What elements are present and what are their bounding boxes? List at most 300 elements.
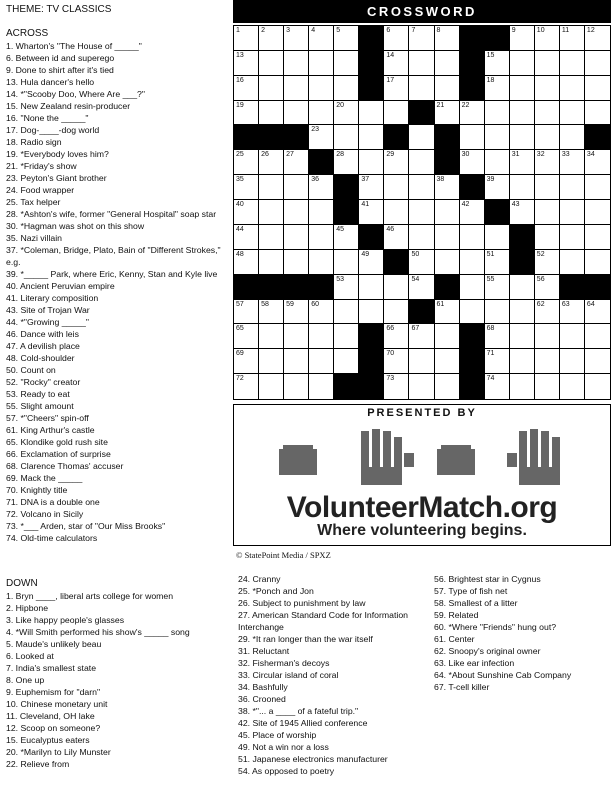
- grid-cell[interactable]: [560, 250, 585, 275]
- grid-cell[interactable]: [234, 200, 259, 225]
- grid-cell[interactable]: [485, 150, 510, 175]
- grid-cell[interactable]: [460, 200, 485, 225]
- grid-cell[interactable]: [334, 324, 359, 349]
- grid-block: [485, 200, 510, 225]
- grid-cell[interactable]: [309, 300, 334, 325]
- grid-cell[interactable]: [560, 300, 585, 325]
- cell-number: 43: [511, 201, 520, 209]
- grid-cell[interactable]: [259, 250, 284, 275]
- grid-cell[interactable]: [435, 101, 460, 126]
- grid-cell[interactable]: [585, 300, 610, 325]
- cell-number: 35: [236, 176, 244, 184]
- grid-cell[interactable]: [284, 324, 309, 349]
- grid-cell[interactable]: [384, 324, 409, 349]
- grid-cell[interactable]: [384, 300, 409, 325]
- grid-cell[interactable]: [409, 125, 434, 150]
- grid-cell[interactable]: [510, 76, 535, 101]
- grid-cell[interactable]: [259, 200, 284, 225]
- grid-cell[interactable]: [535, 175, 560, 200]
- cell-number: 54: [411, 275, 420, 283]
- clue-item: 52. "Rocky" creator: [6, 377, 81, 387]
- clue-item: 4. *Will Smith performed his show's _____ song: [6, 627, 190, 637]
- grid-cell[interactable]: [259, 225, 284, 250]
- cell-number: 3: [286, 27, 291, 34]
- clue-item: 44. *"Growing _____": [6, 317, 89, 327]
- grid-cell[interactable]: [284, 374, 309, 399]
- grid-cell[interactable]: [259, 51, 284, 76]
- cell-number: 7: [411, 27, 416, 34]
- cell-number: 65: [236, 325, 244, 333]
- grid-cell[interactable]: [585, 150, 610, 175]
- grid-cell[interactable]: [560, 200, 585, 225]
- grid-cell[interactable]: [384, 374, 409, 399]
- grid-cell[interactable]: [510, 275, 535, 300]
- grid-cell[interactable]: [334, 225, 359, 250]
- grid-block: [384, 250, 409, 275]
- grid-cell[interactable]: [384, 175, 409, 200]
- cell-number: 60: [311, 300, 319, 308]
- cell-number: 31: [511, 151, 520, 159]
- grid-cell[interactable]: [359, 300, 384, 325]
- cell-number: 32: [536, 151, 545, 159]
- grid-cell[interactable]: [435, 374, 460, 399]
- grid-cell[interactable]: [510, 175, 535, 200]
- grid-cell[interactable]: [384, 51, 409, 76]
- across-clues: [6, 40, 228, 544]
- grid-cell[interactable]: [334, 150, 359, 175]
- crossword-title: CROSSWORD: [233, 0, 611, 23]
- cell-number: 44: [236, 225, 244, 233]
- clue-item: 66. Exclamation of surprise: [6, 449, 111, 459]
- grid-cell[interactable]: [309, 26, 334, 51]
- cell-number: 53: [336, 275, 345, 283]
- cell-number: 11: [561, 27, 570, 34]
- grid-cell[interactable]: [510, 349, 535, 374]
- grid-cell[interactable]: [234, 26, 259, 51]
- grid-cell[interactable]: [460, 225, 485, 250]
- grid-cell[interactable]: [460, 101, 485, 126]
- grid-cell[interactable]: [535, 225, 560, 250]
- grid-block: [460, 349, 485, 374]
- clue-item: 73. *___ Arden, star of "Our Miss Brooks": [6, 521, 166, 531]
- grid-cell[interactable]: [284, 26, 309, 51]
- grid-block: [560, 275, 585, 300]
- cell-number: 57: [236, 300, 244, 308]
- grid-block: [485, 26, 510, 51]
- cell-number: 34: [586, 151, 595, 159]
- clue-item: 55. Slight amount: [6, 401, 74, 411]
- grid-cell[interactable]: [334, 101, 359, 126]
- grid-cell[interactable]: [510, 26, 535, 51]
- grid-cell[interactable]: [384, 275, 409, 300]
- grid-cell[interactable]: [309, 324, 334, 349]
- grid-cell[interactable]: [234, 51, 259, 76]
- grid-cell[interactable]: [309, 225, 334, 250]
- cell-number: 22: [461, 101, 470, 109]
- grid-block: [334, 374, 359, 399]
- cell-number: 8: [436, 27, 441, 34]
- grid-cell[interactable]: [359, 101, 384, 126]
- grid-cell[interactable]: [535, 51, 560, 76]
- cell-number: 40: [236, 201, 244, 209]
- grid-cell[interactable]: [435, 349, 460, 374]
- grid-cell[interactable]: [560, 101, 585, 126]
- clue-item: 6. Between id and superego: [6, 53, 115, 63]
- grid-cell[interactable]: [259, 324, 284, 349]
- clue-item: 29. *It ran longer than the war itself: [238, 634, 373, 644]
- grid-block: [234, 125, 259, 150]
- grid-block: [510, 225, 535, 250]
- grid-cell[interactable]: [460, 275, 485, 300]
- cell-number: 12: [586, 27, 595, 34]
- grid-cell[interactable]: [535, 26, 560, 51]
- grid-cell[interactable]: [409, 51, 434, 76]
- grid-cell[interactable]: [535, 300, 560, 325]
- grid-cell[interactable]: [409, 150, 434, 175]
- grid-cell[interactable]: [535, 324, 560, 349]
- grid-cell[interactable]: [560, 349, 585, 374]
- grid-cell[interactable]: [309, 175, 334, 200]
- cell-number: 62: [536, 300, 545, 308]
- grid-cell[interactable]: [259, 76, 284, 101]
- grid-cell[interactable]: [585, 76, 610, 101]
- clue-item: 62. Snoopy's original owner: [434, 646, 541, 656]
- cell-number: 66: [386, 325, 395, 333]
- grid-cell[interactable]: [460, 150, 485, 175]
- grid-cell[interactable]: [334, 250, 359, 275]
- grid-cell[interactable]: [485, 175, 510, 200]
- grid-cell[interactable]: [359, 175, 384, 200]
- grid-cell[interactable]: [334, 275, 359, 300]
- grid-cell[interactable]: [535, 76, 560, 101]
- grid-cell[interactable]: [535, 349, 560, 374]
- grid-cell[interactable]: [435, 225, 460, 250]
- grid-cell[interactable]: [485, 225, 510, 250]
- clue-item: 10. Chinese monetary unit: [6, 699, 108, 709]
- clue-item: 48. Cold-shoulder: [6, 353, 75, 363]
- clue-item: 14. *"Scooby Doo, Where Are ___?": [6, 89, 145, 99]
- grid-cell[interactable]: [510, 51, 535, 76]
- grid-cell[interactable]: [284, 76, 309, 101]
- grid-cell[interactable]: [309, 101, 334, 126]
- grid-cell[interactable]: [560, 125, 585, 150]
- grid-cell[interactable]: [435, 175, 460, 200]
- grid-cell[interactable]: [510, 150, 535, 175]
- clue-item: 5. Maude's unlikely beau: [6, 639, 102, 649]
- grid-cell[interactable]: [284, 300, 309, 325]
- grid-cell[interactable]: [309, 51, 334, 76]
- grid-cell[interactable]: [510, 200, 535, 225]
- cell-number: 27: [286, 151, 294, 159]
- grid-cell[interactable]: [234, 349, 259, 374]
- grid-cell[interactable]: [409, 349, 434, 374]
- grid-cell[interactable]: [259, 26, 284, 51]
- grid-cell[interactable]: [284, 250, 309, 275]
- grid-cell[interactable]: [560, 225, 585, 250]
- grid-cell[interactable]: [535, 125, 560, 150]
- grid-cell[interactable]: [234, 300, 259, 325]
- grid-cell[interactable]: [334, 300, 359, 325]
- grid-cell[interactable]: [259, 349, 284, 374]
- grid-cell[interactable]: [309, 76, 334, 101]
- grid-cell[interactable]: [334, 76, 359, 101]
- grid-cell[interactable]: [284, 101, 309, 126]
- grid-cell[interactable]: [560, 175, 585, 200]
- cell-number: 13: [236, 51, 244, 59]
- clue-item: 54. As opposed to poetry: [238, 766, 335, 776]
- clue-item: 39. *_____ Park, where Eric, Kenny, Stan and Kyle live: [6, 269, 218, 279]
- grid-cell[interactable]: [560, 324, 585, 349]
- grid-block: [234, 275, 259, 300]
- clue-item: 59. Related: [434, 610, 479, 620]
- across-heading: ACROSS: [6, 28, 49, 39]
- grid-cell[interactable]: [409, 26, 434, 51]
- grid-cell[interactable]: [510, 300, 535, 325]
- grid-cell[interactable]: [535, 250, 560, 275]
- clue-item: 22. Relieve from: [6, 759, 70, 769]
- grid-cell[interactable]: [234, 150, 259, 175]
- cell-number: 59: [286, 300, 294, 308]
- cell-number: 17: [386, 76, 395, 84]
- clue-item: 56. Brightest star in Cygnus: [434, 574, 541, 584]
- clue-item: 13. Hula dancer's hello: [6, 77, 95, 87]
- grid-cell[interactable]: [334, 51, 359, 76]
- clue-item: 1. Wharton's "The House of _____": [6, 41, 142, 51]
- grid-cell[interactable]: [334, 349, 359, 374]
- cell-number: 38: [436, 176, 445, 184]
- grid-cell[interactable]: [234, 76, 259, 101]
- grid-block: [359, 76, 384, 101]
- grid-cell[interactable]: [535, 200, 560, 225]
- grid-cell[interactable]: [510, 324, 535, 349]
- grid-cell[interactable]: [510, 125, 535, 150]
- grid-cell[interactable]: [535, 101, 560, 126]
- grid-cell[interactable]: [485, 51, 510, 76]
- grid-cell[interactable]: [585, 374, 610, 399]
- grid-cell[interactable]: [284, 225, 309, 250]
- clue-item: 45. Place of worship: [238, 730, 317, 740]
- grid-cell[interactable]: [485, 125, 510, 150]
- cell-number: 18: [486, 76, 495, 84]
- grid-cell[interactable]: [384, 200, 409, 225]
- grid-cell[interactable]: [384, 26, 409, 51]
- grid-cell[interactable]: [409, 275, 434, 300]
- grid-cell[interactable]: [535, 275, 560, 300]
- clue-item: 50. Count on: [6, 365, 56, 375]
- grid-cell[interactable]: [409, 250, 434, 275]
- grid-cell[interactable]: [485, 250, 510, 275]
- grid-cell[interactable]: [359, 125, 384, 150]
- grid-cell[interactable]: [585, 101, 610, 126]
- grid-cell[interactable]: [384, 225, 409, 250]
- grid-cell[interactable]: [585, 51, 610, 76]
- clue-item: 30. *Hagman was shot on this show: [6, 221, 145, 231]
- clue-item: 34. Bashfully: [238, 682, 288, 692]
- grid-cell[interactable]: [585, 175, 610, 200]
- grid-cell[interactable]: [409, 374, 434, 399]
- grid-cell[interactable]: [384, 76, 409, 101]
- clue-item: 25. *Ponch and Jon: [238, 586, 314, 596]
- grid-cell[interactable]: [535, 150, 560, 175]
- clue-item: 47. A devilish place: [6, 341, 80, 351]
- down-clues-col3: [434, 573, 610, 693]
- grid-cell[interactable]: [409, 175, 434, 200]
- grid-cell[interactable]: [585, 250, 610, 275]
- grid-cell[interactable]: [585, 349, 610, 374]
- brand-name: VolunteerMatch.org: [286, 491, 558, 524]
- grid-cell[interactable]: [259, 374, 284, 399]
- clue-item: 15. New Zealand resin-producer: [6, 101, 131, 111]
- grid-cell[interactable]: [409, 324, 434, 349]
- cell-number: 42: [461, 201, 470, 209]
- grid-cell[interactable]: [409, 225, 434, 250]
- grid-cell[interactable]: [384, 349, 409, 374]
- clue-item: 20. *Marilyn to Lily Munster: [6, 747, 111, 757]
- grid-cell[interactable]: [485, 101, 510, 126]
- clue-item: 51. Japanese electronics manufacturer: [238, 754, 388, 764]
- grid-cell[interactable]: [359, 275, 384, 300]
- grid-block: [435, 275, 460, 300]
- grid-cell[interactable]: [510, 101, 535, 126]
- grid-cell[interactable]: [334, 26, 359, 51]
- grid-cell[interactable]: [309, 200, 334, 225]
- grid-cell[interactable]: [560, 26, 585, 51]
- cell-number: 50: [411, 250, 420, 258]
- grid-cell[interactable]: [585, 26, 610, 51]
- cell-number: 9: [511, 27, 516, 34]
- grid-cell[interactable]: [435, 200, 460, 225]
- grid-cell[interactable]: [409, 76, 434, 101]
- sponsor-panel: [233, 404, 611, 546]
- grid-cell[interactable]: [259, 150, 284, 175]
- grid-cell[interactable]: [309, 250, 334, 275]
- grid-cell[interactable]: [460, 125, 485, 150]
- grid-cell[interactable]: [234, 374, 259, 399]
- grid-cell[interactable]: [535, 374, 560, 399]
- grid-cell[interactable]: [485, 275, 510, 300]
- cell-number: 39: [486, 176, 495, 184]
- grid-cell[interactable]: [284, 200, 309, 225]
- grid-cell[interactable]: [460, 250, 485, 275]
- grid-block: [435, 125, 460, 150]
- cell-number: 46: [386, 225, 395, 233]
- grid-cell[interactable]: [435, 51, 460, 76]
- clue-item: 2. Hipbone: [6, 603, 49, 613]
- clue-item: 32. Fisherman's decoys: [238, 658, 330, 668]
- grid-cell[interactable]: [234, 101, 259, 126]
- grid-cell[interactable]: [259, 300, 284, 325]
- grid-cell[interactable]: [435, 76, 460, 101]
- grid-cell[interactable]: [359, 200, 384, 225]
- grid-cell[interactable]: [234, 225, 259, 250]
- grid-cell[interactable]: [234, 324, 259, 349]
- grid-block: [359, 26, 384, 51]
- grid-cell[interactable]: [485, 374, 510, 399]
- grid-cell[interactable]: [259, 175, 284, 200]
- grid-cell[interactable]: [359, 150, 384, 175]
- cell-number: 71: [486, 350, 495, 358]
- grid-cell[interactable]: [259, 101, 284, 126]
- grid-block: [284, 125, 309, 150]
- grid-cell[interactable]: [284, 150, 309, 175]
- clue-item: 69. Mack the _____: [6, 473, 83, 483]
- cell-number: 5: [336, 27, 341, 34]
- grid-cell[interactable]: [485, 349, 510, 374]
- grid-block: [585, 125, 610, 150]
- grid-cell[interactable]: [384, 150, 409, 175]
- cell-number: 14: [386, 51, 395, 59]
- grid-cell[interactable]: [585, 200, 610, 225]
- copyright-credit: © StatePoint Media / SPXZ: [236, 550, 331, 560]
- grid-cell[interactable]: [435, 324, 460, 349]
- grid-cell[interactable]: [234, 175, 259, 200]
- grid-cell[interactable]: [309, 374, 334, 399]
- cell-number: 73: [386, 375, 395, 383]
- clue-item: 25. Tax helper: [6, 197, 61, 207]
- grid-cell[interactable]: [485, 324, 510, 349]
- cell-number: 41: [361, 201, 370, 209]
- grid-cell[interactable]: [435, 300, 460, 325]
- grid-cell[interactable]: [435, 26, 460, 51]
- grid-cell[interactable]: [560, 51, 585, 76]
- clue-item: 49. Not a win nor a loss: [238, 742, 329, 752]
- cell-number: 29: [386, 151, 395, 159]
- grid-cell[interactable]: [460, 300, 485, 325]
- clue-item: 24. Food wrapper: [6, 185, 75, 195]
- grid-block: [585, 275, 610, 300]
- clue-item: 21. *Friday's show: [6, 161, 77, 171]
- clue-item: 3. Like happy people's glasses: [6, 615, 125, 625]
- grid-block: [460, 175, 485, 200]
- grid-cell[interactable]: [560, 374, 585, 399]
- grid-cell[interactable]: [309, 125, 334, 150]
- grid-block: [460, 26, 485, 51]
- grid-cell[interactable]: [510, 374, 535, 399]
- grid-cell[interactable]: [485, 76, 510, 101]
- grid-cell[interactable]: [485, 300, 510, 325]
- grid-cell[interactable]: [284, 175, 309, 200]
- grid-cell[interactable]: [585, 225, 610, 250]
- grid-cell[interactable]: [359, 250, 384, 275]
- cell-number: 6: [386, 27, 391, 34]
- cell-number: 45: [336, 225, 345, 233]
- grid-cell[interactable]: [284, 51, 309, 76]
- grid-cell[interactable]: [560, 76, 585, 101]
- grid-block: [359, 374, 384, 399]
- grid-cell[interactable]: [234, 250, 259, 275]
- grid-cell[interactable]: [334, 125, 359, 150]
- clue-item: 31. Reluctant: [238, 646, 290, 656]
- clue-item: 7. India's smallest state: [6, 663, 97, 673]
- grid-cell[interactable]: [560, 150, 585, 175]
- clue-item: 58. Smallest of a litter: [434, 598, 518, 608]
- cell-number: 4: [311, 27, 316, 34]
- grid-cell[interactable]: [435, 250, 460, 275]
- cell-number: 25: [236, 151, 244, 159]
- clue-item: 26. Subject to punishment by law: [238, 598, 366, 608]
- crossword-grid: [233, 25, 611, 400]
- grid-cell[interactable]: [585, 324, 610, 349]
- grid-cell[interactable]: [409, 200, 434, 225]
- grid-cell[interactable]: [384, 101, 409, 126]
- clue-item: 19. *Everybody loves him?: [6, 149, 109, 159]
- grid-block: [460, 374, 485, 399]
- grid-cell[interactable]: [309, 349, 334, 374]
- cell-number: 64: [586, 300, 595, 308]
- grid-cell[interactable]: [284, 349, 309, 374]
- cell-number: 51: [486, 250, 495, 258]
- clue-item: 36. Crooned: [238, 694, 286, 704]
